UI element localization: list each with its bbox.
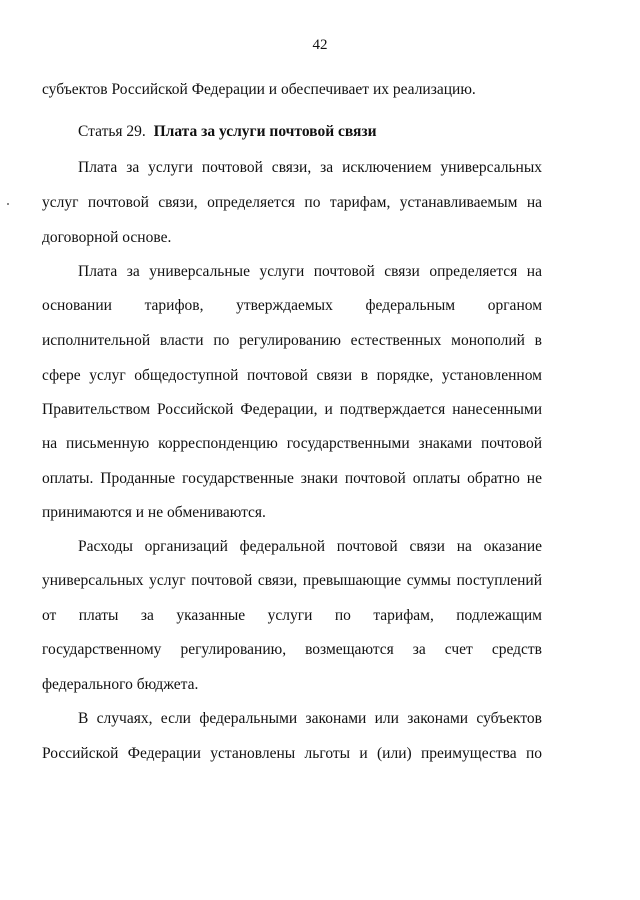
text-line: Расходы организаций федеральной почтовой связи на оказание <box>78 538 542 555</box>
text-line: на письменную корреспонденцию государственными знаками почтовой <box>42 435 542 452</box>
text-line: государственному регулированию, возмещаются за счет средств <box>42 641 542 658</box>
article-heading <box>78 122 542 142</box>
article-title: Плата за услуги почтовой связи <box>153 123 377 140</box>
article-label: Статья 29. <box>78 123 146 140</box>
page-number: 42 <box>312 37 328 53</box>
text-line: Плата за услуги почтовой связи, за исключением универсальных <box>78 159 542 176</box>
text-line: основании тарифов, утверждаемых федеральным органом <box>42 297 542 314</box>
text-line: федерального бюджета. <box>42 676 199 693</box>
text-line: от платы за указанные услуги по тарифам, подлежащим <box>42 607 542 624</box>
scan-speck <box>7 203 9 205</box>
text-line: универсальных услуг почтовой связи, превышающие суммы поступлений <box>42 572 542 589</box>
text-line: Российской Федерации установлены льготы и (или) преимущества по <box>42 745 542 762</box>
text-line: сфере услуг общедоступной почтовой связи в порядке, установленном <box>42 367 542 384</box>
text-line: субъектов Российской Федерации и обеспечивает их реализацию. <box>42 81 476 98</box>
text-line: В случаях, если федеральными законами или законами субъектов <box>78 710 542 727</box>
text-line: исполнительной власти по регулированию естественных монополий в <box>42 332 542 349</box>
text-line: принимаются и не обмениваются. <box>42 504 266 521</box>
text-line: услуг почтовой связи, определяется по тарифам, устанавливаемым на <box>42 194 542 211</box>
text-line: договорной основе. <box>42 229 172 246</box>
text-line: оплаты. Проданные государственные знаки почтовой оплаты обратно не <box>42 470 542 487</box>
text-line: Плата за универсальные услуги почтовой связи определяется на <box>78 263 542 280</box>
text-line: Правительством Российской Федерации, и подтверждается нанесенными <box>42 401 542 418</box>
